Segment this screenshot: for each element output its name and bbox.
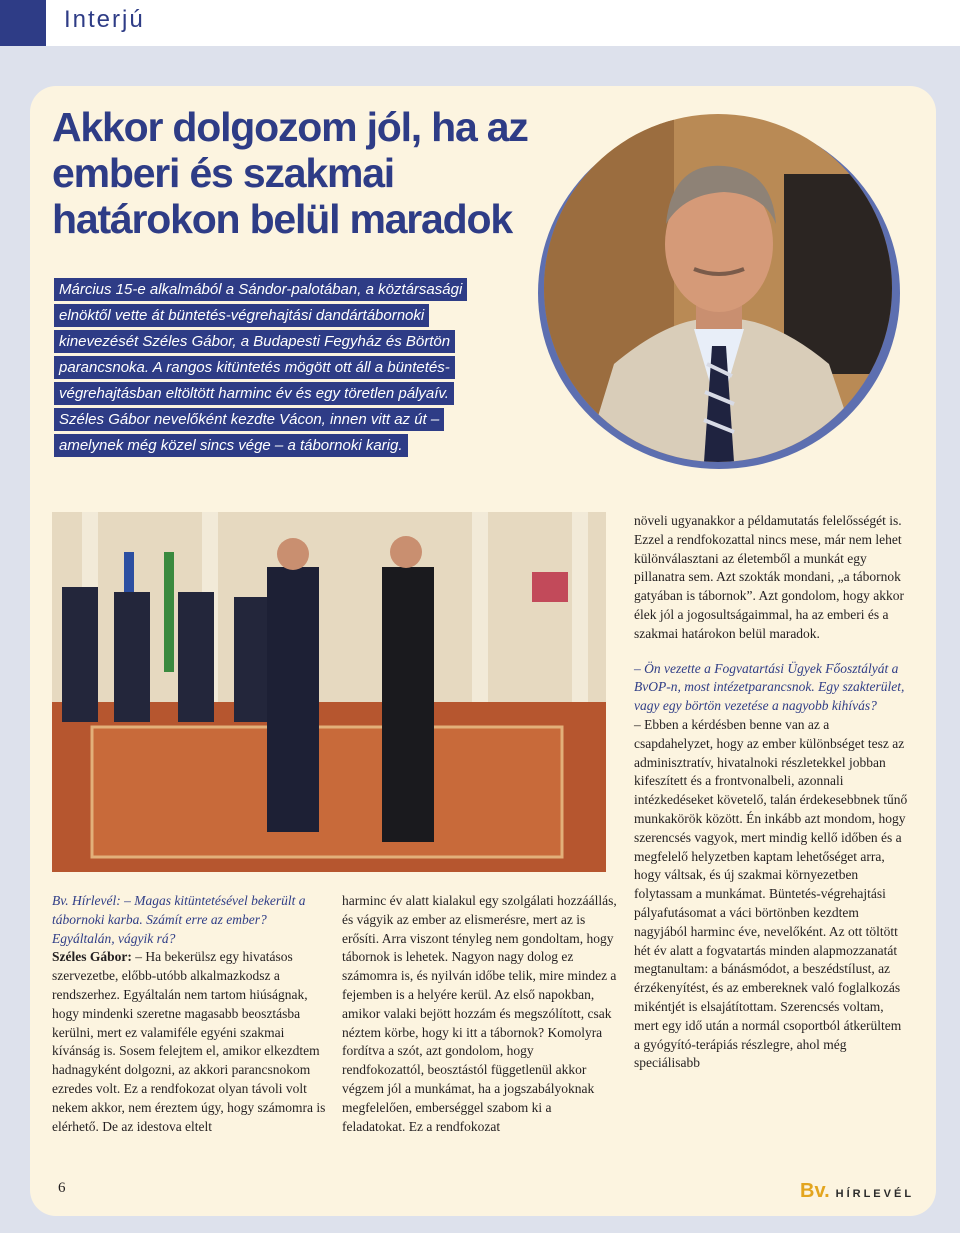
publication-logo [800,1180,914,1203]
answer-text: – Ha bekerülsz egy hivatásos szervezetbe, előbb-utóbb alkalmazkodsz a rendszerhez. Egyáltalán nem tartom hiúságnak, hogy mindenki szeretne magasabb beosztásba kerülni, mert ez valamiféle egyéni szakmai kívánság is. Sosem felejtem el, amikor elkezdtem hadnagyként dolgozni, az akkori parancsnokom ezredes volt. Ez a rendfokozat olyan távoli volt nekem akkor, nem éreztem úgy, hogy számomra is elérhető. De az idestova eltelt [52,949,326,1134]
lead-line: amelynek még közel sincs vége – a tábornoki karig. [54,434,408,457]
lead-line: kinevezését Széles Gábor, a Budapesti Fegyház és Börtön [54,330,455,353]
speaker-name: Széles Gábor: [52,949,132,965]
section-label: Interjú [64,6,145,33]
interview-question: – Ön vezette a Fogvatartási Ügyek Főosztályát a BvOP-n, most intézetparancsnok. Egy szakterület, vagy egy börtön vezetése a nagyobb kihívás? [634,660,905,714]
lead-line: Március 15-e alkalmából a Sándor-palotában, a köztársasági [54,278,467,301]
article-headline: Akkor dolgozom jól, ha az emberi és szakmai határokon belül maradok [52,104,528,242]
lead-line: parancsnoka. A rangos kitüntetés mögött ott áll a büntetés- [54,356,455,379]
text-column-2 [342,892,618,1136]
text-column-1 [52,892,328,1136]
lead-line: végrehajtásban eltöltött harminc év és egy töretlen pályaív. [54,382,454,405]
portrait-photo [544,114,892,462]
answer-continuation: növeli ugyanakkor a példamutatás felelősségét is. Ezzel a rendfokozattal nincs mese, már nem lehet különválasztani az életemből a munkát egy pillanatra sem. Azt szokták mondani, „a tábornok gatyában is tábornok”. Azt gondolom, hogy akkor élek jól a jogosultságaimmal, ha az emberi és a szakmai határokon belül maradok. [634,513,904,641]
logo-mark: Bv. [800,1180,830,1202]
interview-answer [52,948,328,1136]
ceremony-photo [52,512,606,872]
text-column-3 [634,512,910,1073]
interview-question: Bv. Hírlevél: – Magas kitüntetésével bekerült a tábornoki karba. Számít erre az ember? Egyáltalán, vágyik rá? [52,893,306,946]
lead-line: elnöktől vette át büntetés-végrehajtási dandártábornoki [54,304,429,327]
answer-continuation: harminc év alatt kialakul egy szolgálati hozzáállás, és vágyik az ember az elismerésre, mert az is erősíti. Arra viszont tényleg nem gondoltam, hogy tábornok is lehetek. Nagyon nagy dolog ez számomra is, és nyilván időbe telik, mire mindez a fejemben is a helyére kerül. Az első napokban, amikor valaki bejött hozzám és megszólított, csak néztem körbe, hogy ki itt a tábornok? Komolyra fordítva a szót, azt gondolom, hogy rendfokozattól, beosztástól függetlenül akkor végzem jól a munkámat, ha a jogszabályoknak megfelelően, emberséggel szabom ki a feladatokat. Ez a rendfokozat [342,893,617,1134]
lead-block [54,278,524,460]
section-header-tab [46,0,960,46]
logo-text: HÍRLEVÉL [835,1188,915,1200]
page-number: 6 [58,1180,66,1196]
lead-line: Széles Gábor nevelőként kezdte Vácon, innen vitt az út – [54,408,444,431]
interview-answer: – Ebben a kérdésben benne van az a csapdahelyzet, hogy az ember különbséget tesz az adminisztratív, hivatalnoki részletekkel jobban kifeszített és a frontvonalbeli, azonnali intézkedéseket követelő, talán érdekesebbnek tűnő munkakörök között. Én inkább azt mondom, hogy szerencsés vagyok, mert mindig kellő időben és a megfelelő helyzetben kaptam lehetőséget arra, hogy váltsak, és új szakmai környezetben folytassam a munkámat. Büntetés-végrehajtási pályafutásomat a váci börtönben kezdtem nagyjából harminc éve, nevelőként. Az ott töltött hét év alatt a fogvatartás minden alapmozzanatát megtanultam: a bánásmódot, a beszédstílust, az érzékenyítést, és az embereknek való foglalkozás mikéntjét is elsajátítottam. Szerencsés voltam, mert egy idő után a normál csoportból átkerültem a gyógyító-terápiás részlegre, ahol még speciálisabb [634,716,908,1071]
